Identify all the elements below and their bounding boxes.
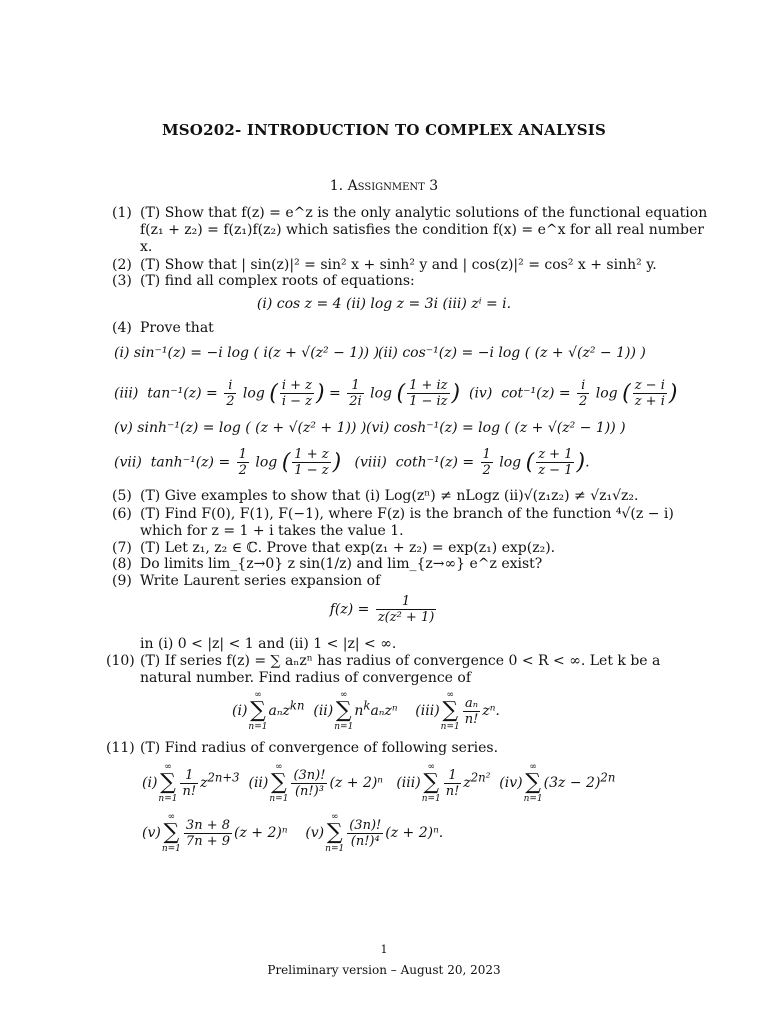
equation [0,594,768,625]
item-text: (T) find all complex roots of equations: [140,273,415,289]
equation: (iii) tan⁻¹(z) = $\frac{i}{2}$ log ( $\frac{i + z}{i - z}$ ) = $\frac{1}{2i}$ log ( $\frac{1 + iz}{1 - iz}$ ) (iv) cot⁻¹(z) = $\frac{i}{2}$ log ( $\frac{z - i}{z + i}$ ) [114,378,678,409]
equation: (v) ∞ ∑ n=1 $\frac{3n + 8}{7n + 9}$ (z + 2)ⁿ (v) ∞ ∑ n=1 $\frac{(3n)!}{\text{(n!)⁴}}$ (z + 2)ⁿ. [142,812,444,854]
item-text: Prove that [140,320,214,336]
item-text: (T) Show that f(z) = e^z is the only analytic solutions of the functional equation [140,205,708,221]
section-heading: 1. Assignment 3 [329,178,439,194]
item-number: (8) [112,556,132,572]
item-number: (1) [112,205,132,221]
item-text: natural number. Find radius of convergence of [140,670,472,686]
item-number: (6) [112,506,132,522]
item-text: (T) Find F(0), F(1), F(−1), where F(z) is the branch of the function ⁴√(z − i) [140,506,674,522]
item-number: (3) [112,273,132,289]
item-text: Do limits lim_{z→0} z sin(1/z) and lim_{z→∞} e^z exist? [140,556,543,572]
equation: (vi) cosh⁻¹(z) = log ( (z + √(z² − 1)) ) [366,420,626,436]
equation: (vii) tanh⁻¹(z) = $\frac{1}{2}$ log ( $\frac{1 + z}{1 - z}$ ) (viii) coth⁻¹(z) = $\frac{1}{2}$ log ( $\frac{z + 1}{z - 1}$ ). [114,447,590,478]
item-text: (T) Give examples to show that (i) Log(zⁿ) ≠ nLogz (ii)√(z₁z₂) ≠ √z₁√z₂. [140,488,639,504]
item-text: which for z = 1 + i takes the value 1. [140,523,404,539]
page-title: MSO202- INTRODUCTION TO COMPLEX ANALYSIS [161,121,607,139]
equation-lhs: f(z) = [329,601,370,618]
item-number: (9) [112,573,132,589]
equation: (i) sin⁻¹(z) = −i log ( i(z + √(z² − 1)) ) [114,345,380,361]
footer: Preliminary version – August 20, 2023 [267,963,501,977]
equation: (ii) cos⁻¹(z) = −i log ( (z + √(z² − 1)) ) [378,345,646,361]
item-number: (7) [112,540,132,556]
equation: (v) sinh⁻¹(z) = log ( (z + √(z² + 1)) ) [114,420,367,436]
item-text: f(z₁ + z₂) = f(z₁)f(z₂) which satisfies the condition f(x) = e^x for all real number [140,222,704,238]
item-text: (T) Let z₁, z₂ ∈ ℂ. Prove that exp(z₁ + z₂) = exp(z₁) exp(z₂). [140,540,556,556]
item-text: (T) Show that | sin(z)|² = sin² x + sinh² y and | cos(z)|² = cos² x + sinh² y. [140,257,657,273]
item-number: (5) [112,488,132,504]
item-number: (2) [112,257,132,273]
item-text: x. [140,239,153,255]
fraction-denominator: z(z² + 1) [377,610,435,625]
equation: (i) ∞ ∑ n=1 aₙz$^{kn}$ (ii) ∞ ∑ n=1 $n^ka_nz^n$ (iii) ∞ ∑ n=1 $\frac{\text{aₙ}}{n!}$ zⁿ. [232,690,500,732]
equation: (i) cos z = 4 (ii) log z = 3i (iii) zⁱ = i. [256,296,512,312]
item-number: (11) [106,740,135,756]
item-number: (10) [106,653,135,669]
equation: (i) ∞ ∑ n=1 $\frac{1}{n!}$ $z^{2n+3}$ (ii) ∞ ∑ n=1 $\frac{(3n)!}{\text{(n!)³}}$ (z + 2)ⁿ (iii) ∞ ∑ n=1 $\frac{1}{n!}$ $z^{2n^2}$ (iv) ∞ ∑ n=1 $(3z - 2)^{2n}$ [142,762,616,804]
item-text: in (i) 0 < |z| < 1 and (ii) 1 < |z| < ∞. [140,636,397,652]
fraction-numerator: 1 [376,594,436,610]
item-text: (T) Find radius of convergence of following series. [140,740,499,756]
item-number: (4) [112,320,132,336]
page-number: 1 [380,943,388,956]
item-text: Write Laurent series expansion of [140,573,381,589]
item-text: (T) If series f(z) = ∑ aₙzⁿ has radius of convergence 0 < R < ∞. Let k be a [140,653,661,669]
